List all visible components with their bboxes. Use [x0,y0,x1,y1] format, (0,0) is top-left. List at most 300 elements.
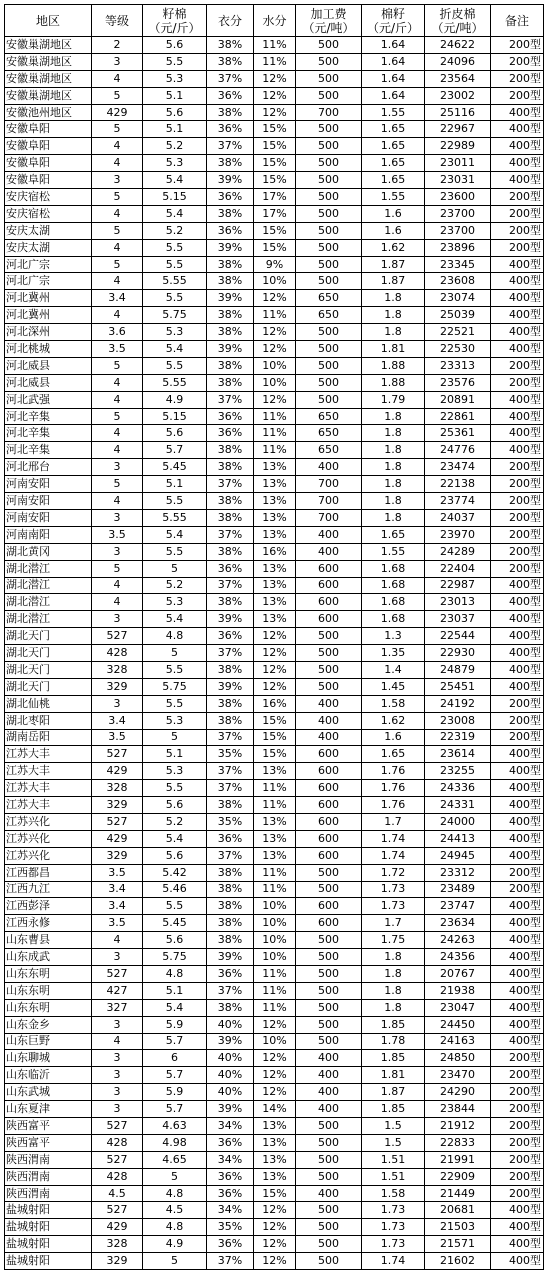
cell-processing-fee: 500 [296,391,362,408]
cell-moisture: 11% [254,982,296,999]
cell-lint-percentage: 36% [207,1134,254,1151]
cell-processing-fee: 500 [296,53,362,70]
header-row [5,5,544,37]
cell-lint-percentage: 36% [207,222,254,239]
table-row [5,307,544,324]
cell-remark: 400型 [491,915,544,932]
cell-region: 河北广宗 [5,256,92,273]
header-unit: （元/吨） [302,20,355,35]
cell-lint-cotton-price: 21912 [425,1118,491,1135]
cell-remark: 400型 [491,442,544,459]
cell-grade: 3 [92,611,143,628]
table-row [5,797,544,814]
cell-processing-fee: 600 [296,611,362,628]
cell-grade: 3 [92,1101,143,1118]
cell-seed-cotton-price: 5.2 [143,222,207,239]
cell-processing-fee: 500 [296,87,362,104]
cell-cottonseed-price: 1.51 [362,1151,425,1168]
cell-processing-fee: 600 [296,763,362,780]
cell-lint-cotton-price: 22521 [425,324,491,341]
cell-remark: 200型 [491,493,544,510]
cell-seed-cotton-price: 5.3 [143,712,207,729]
cell-cottonseed-price: 1.6 [362,222,425,239]
cell-processing-fee: 500 [296,205,362,222]
cell-seed-cotton-price: 5.55 [143,374,207,391]
cell-moisture: 12% [254,1253,296,1270]
cell-seed-cotton-price: 5.4 [143,611,207,628]
cell-region: 湖北潜江 [5,611,92,628]
cell-processing-fee: 500 [296,37,362,54]
cell-seed-cotton-price: 4.63 [143,1118,207,1135]
cell-moisture: 13% [254,1168,296,1185]
cell-cottonseed-price: 1.51 [362,1168,425,1185]
header-title: 折皮棉 [439,6,476,21]
cell-region: 山东巨野 [5,1033,92,1050]
cell-remark: 400型 [491,408,544,425]
cell-region: 江苏大丰 [5,797,92,814]
cell-remark: 400型 [491,628,544,645]
cell-processing-fee: 500 [296,1151,362,1168]
cell-lint-cotton-price: 23700 [425,205,491,222]
cell-processing-fee: 400 [296,729,362,746]
cell-remark: 400型 [491,391,544,408]
cell-region: 河北桃城 [5,341,92,358]
cell-remark: 400型 [491,797,544,814]
cell-cottonseed-price: 1.74 [362,830,425,847]
cell-seed-cotton-price: 5.6 [143,104,207,121]
cell-region: 江苏兴化 [5,847,92,864]
cell-grade: 4 [92,138,143,155]
cell-moisture: 13% [254,577,296,594]
cell-lint-percentage: 39% [207,239,254,256]
cell-processing-fee: 500 [296,155,362,172]
cell-grade: 5 [92,189,143,206]
table-row [5,678,544,695]
cell-processing-fee: 600 [296,746,362,763]
cell-moisture: 12% [254,1084,296,1101]
cell-processing-fee: 500 [296,1236,362,1253]
cell-region: 河北冀州 [5,307,92,324]
cell-lint-percentage: 36% [207,1168,254,1185]
cell-region: 山东成武 [5,949,92,966]
table-row [5,1185,544,1202]
cell-region: 山东曹县 [5,932,92,949]
cell-moisture: 13% [254,611,296,628]
table-row [5,695,544,712]
cell-seed-cotton-price: 5.45 [143,915,207,932]
cell-lint-percentage: 35% [207,813,254,830]
cell-moisture: 15% [254,1185,296,1202]
cell-lint-cotton-price: 24413 [425,830,491,847]
cell-region: 河北冀州 [5,290,92,307]
cell-region: 安徽巢湖地区 [5,53,92,70]
cell-lint-percentage: 38% [207,543,254,560]
cell-moisture: 10% [254,273,296,290]
cell-seed-cotton-price: 5.4 [143,830,207,847]
cell-lint-percentage: 36% [207,87,254,104]
cell-moisture: 10% [254,374,296,391]
cell-processing-fee: 400 [296,526,362,543]
cell-grade: 5 [92,121,143,138]
cell-remark: 200型 [491,509,544,526]
header-unit: （元/斤） [366,20,420,35]
table-row [5,982,544,999]
table-row [5,949,544,966]
cell-cottonseed-price: 1.7 [362,915,425,932]
cell-region: 江西都昌 [5,864,92,881]
cell-lint-cotton-price: 24879 [425,661,491,678]
cell-lint-cotton-price: 23700 [425,222,491,239]
cell-seed-cotton-price: 5.1 [143,87,207,104]
cell-cottonseed-price: 1.76 [362,797,425,814]
header-processing-fee [296,5,362,37]
cell-lint-cotton-price: 21449 [425,1185,491,1202]
cell-processing-fee: 500 [296,1118,362,1135]
cell-remark: 200型 [491,864,544,881]
cell-processing-fee: 400 [296,1050,362,1067]
cell-cottonseed-price: 1.55 [362,189,425,206]
cell-remark: 400型 [491,1033,544,1050]
cell-lint-cotton-price: 23470 [425,1067,491,1084]
table-row [5,645,544,662]
cell-lint-percentage: 38% [207,459,254,476]
cell-seed-cotton-price: 5.3 [143,324,207,341]
table-row [5,746,544,763]
table-row [5,408,544,425]
cell-lint-cotton-price: 23564 [425,70,491,87]
cell-lint-cotton-price: 25039 [425,307,491,324]
cell-cottonseed-price: 1.6 [362,729,425,746]
cell-processing-fee: 500 [296,881,362,898]
cell-processing-fee: 650 [296,290,362,307]
cell-cottonseed-price: 1.74 [362,847,425,864]
cell-moisture: 11% [254,53,296,70]
cell-grade: 429 [92,104,143,121]
cell-seed-cotton-price: 4.8 [143,1185,207,1202]
cell-grade: 4 [92,425,143,442]
table-row [5,324,544,341]
cell-moisture: 16% [254,543,296,560]
table-row [5,780,544,797]
cell-lint-percentage: 37% [207,1253,254,1270]
cell-processing-fee: 500 [296,1033,362,1050]
cell-lint-percentage: 37% [207,476,254,493]
cell-moisture: 11% [254,780,296,797]
cell-grade: 428 [92,645,143,662]
cell-seed-cotton-price: 5.3 [143,594,207,611]
cell-processing-fee: 400 [296,1067,362,1084]
table-row [5,611,544,628]
cell-grade: 3 [92,1050,143,1067]
cell-region: 安徽巢湖地区 [5,70,92,87]
cell-lint-cotton-price: 23970 [425,526,491,543]
table-row [5,712,544,729]
cell-moisture: 13% [254,493,296,510]
cell-cottonseed-price: 1.8 [362,425,425,442]
cell-seed-cotton-price: 5 [143,645,207,662]
cell-grade: 3 [92,1016,143,1033]
cell-grade: 3.5 [92,729,143,746]
table-row [5,121,544,138]
cell-lint-cotton-price: 22544 [425,628,491,645]
cell-processing-fee: 600 [296,797,362,814]
cell-remark: 400型 [491,763,544,780]
cell-processing-fee: 500 [296,121,362,138]
cell-seed-cotton-price: 5.3 [143,70,207,87]
cell-processing-fee: 650 [296,425,362,442]
cell-region: 陕西渭南 [5,1185,92,1202]
cell-remark: 400型 [491,746,544,763]
cell-lint-percentage: 38% [207,37,254,54]
cell-lint-cotton-price: 23011 [425,155,491,172]
cell-region: 安徽阜阳 [5,172,92,189]
cell-remark: 400型 [491,678,544,695]
cell-grade: 4 [92,932,143,949]
cell-seed-cotton-price: 5.5 [143,543,207,560]
cell-cottonseed-price: 1.73 [362,1202,425,1219]
cell-processing-fee: 500 [296,324,362,341]
cell-lint-cotton-price: 20767 [425,965,491,982]
cell-processing-fee: 500 [296,1134,362,1151]
cell-region: 盐城射阳 [5,1236,92,1253]
cell-lint-percentage: 38% [207,864,254,881]
cell-region: 山东东明 [5,965,92,982]
cell-processing-fee: 600 [296,830,362,847]
cell-remark: 200型 [491,222,544,239]
cell-lint-percentage: 35% [207,1219,254,1236]
table-row [5,459,544,476]
cell-lint-cotton-price: 20681 [425,1202,491,1219]
cell-grade: 4 [92,374,143,391]
cell-processing-fee: 600 [296,577,362,594]
cell-region: 安徽阜阳 [5,121,92,138]
cell-cottonseed-price: 1.6 [362,205,425,222]
cell-lint-percentage: 37% [207,526,254,543]
cell-cottonseed-price: 1.65 [362,121,425,138]
table-row [5,205,544,222]
cell-lint-cotton-price: 21938 [425,982,491,999]
cell-cottonseed-price: 1.68 [362,611,425,628]
cell-lint-percentage: 36% [207,830,254,847]
cell-seed-cotton-price: 5.6 [143,425,207,442]
cell-seed-cotton-price: 5.9 [143,1016,207,1033]
cell-remark: 200型 [491,1084,544,1101]
cell-moisture: 13% [254,560,296,577]
cell-lint-percentage: 36% [207,965,254,982]
cell-region: 山东武城 [5,1084,92,1101]
cell-lint-cotton-price: 23474 [425,459,491,476]
table-row [5,1202,544,1219]
cell-processing-fee: 400 [296,712,362,729]
cell-lint-cotton-price: 22987 [425,577,491,594]
cell-grade: 527 [92,1151,143,1168]
cell-lint-percentage: 40% [207,1084,254,1101]
cell-grade: 4 [92,1033,143,1050]
cell-seed-cotton-price: 5.5 [143,290,207,307]
cell-cottonseed-price: 1.64 [362,53,425,70]
cell-remark: 400型 [491,965,544,982]
table-row [5,1067,544,1084]
table-row [5,898,544,915]
cell-grade: 4 [92,442,143,459]
cell-moisture: 13% [254,1118,296,1135]
cell-cottonseed-price: 1.79 [362,391,425,408]
cell-cottonseed-price: 1.68 [362,594,425,611]
cell-moisture: 13% [254,1151,296,1168]
cell-lint-percentage: 38% [207,509,254,526]
table-row [5,155,544,172]
cell-grade: 5 [92,560,143,577]
cell-processing-fee: 500 [296,1219,362,1236]
cell-moisture: 14% [254,1101,296,1118]
cell-remark: 400型 [491,273,544,290]
table-row [5,70,544,87]
cell-remark: 400型 [491,1236,544,1253]
cell-moisture: 12% [254,1067,296,1084]
cell-grade: 4 [92,493,143,510]
cell-processing-fee: 500 [296,70,362,87]
header-region: 地区 [5,5,92,37]
cell-remark: 200型 [491,1118,544,1135]
cell-lint-percentage: 38% [207,932,254,949]
cell-grade: 5 [92,256,143,273]
cell-grade: 3 [92,172,143,189]
cell-processing-fee: 500 [296,965,362,982]
cell-seed-cotton-price: 5.75 [143,678,207,695]
cell-lint-percentage: 38% [207,357,254,374]
cell-moisture: 17% [254,189,296,206]
cell-region: 江西九江 [5,881,92,898]
table-row [5,391,544,408]
cell-moisture: 11% [254,999,296,1016]
cell-region: 湖北天门 [5,678,92,695]
cell-moisture: 11% [254,408,296,425]
cell-remark: 400型 [491,898,544,915]
cell-grade: 3.5 [92,526,143,543]
cell-seed-cotton-price: 5.75 [143,307,207,324]
cell-cottonseed-price: 1.64 [362,37,425,54]
table-row [5,526,544,543]
cell-remark: 200型 [491,1168,544,1185]
cell-seed-cotton-price: 5.5 [143,695,207,712]
table-row [5,53,544,70]
cell-remark: 200型 [491,1050,544,1067]
cell-lint-cotton-price: 22138 [425,476,491,493]
cell-region: 江苏兴化 [5,830,92,847]
cell-lint-percentage: 36% [207,408,254,425]
cell-lint-percentage: 38% [207,53,254,70]
cell-lint-cotton-price: 23896 [425,239,491,256]
header-unit: （元/吨） [431,20,484,35]
cell-moisture: 11% [254,442,296,459]
cell-cottonseed-price: 1.5 [362,1118,425,1135]
cell-cottonseed-price: 1.8 [362,509,425,526]
cell-lint-percentage: 38% [207,307,254,324]
cell-region: 湖南岳阳 [5,729,92,746]
cell-lint-percentage: 34% [207,1202,254,1219]
table-row [5,1236,544,1253]
cell-lint-cotton-price: 23844 [425,1101,491,1118]
cell-moisture: 12% [254,104,296,121]
cell-seed-cotton-price: 5.15 [143,408,207,425]
cell-lint-percentage: 39% [207,678,254,695]
table-row [5,1253,544,1270]
cell-lint-cotton-price: 24263 [425,932,491,949]
cell-grade: 429 [92,763,143,780]
cell-cottonseed-price: 1.58 [362,695,425,712]
cell-processing-fee: 700 [296,104,362,121]
cell-lint-cotton-price: 22319 [425,729,491,746]
cell-grade: 429 [92,1219,143,1236]
cell-lint-cotton-price: 22989 [425,138,491,155]
cell-moisture: 9% [254,256,296,273]
cell-remark: 200型 [491,1185,544,1202]
cell-grade: 527 [92,1118,143,1135]
cell-moisture: 12% [254,87,296,104]
cell-cottonseed-price: 1.87 [362,273,425,290]
cell-lint-percentage: 40% [207,1067,254,1084]
cell-lint-cotton-price: 25116 [425,104,491,121]
cell-grade: 527 [92,1202,143,1219]
cell-lint-cotton-price: 25361 [425,425,491,442]
cell-seed-cotton-price: 5.1 [143,121,207,138]
cell-cottonseed-price: 1.72 [362,864,425,881]
cell-grade: 3.4 [92,712,143,729]
cell-cottonseed-price: 1.68 [362,577,425,594]
cell-grade: 328 [92,661,143,678]
cell-moisture: 11% [254,307,296,324]
cell-processing-fee: 500 [296,1168,362,1185]
cell-cottonseed-price: 1.8 [362,290,425,307]
cell-lint-cotton-price: 23747 [425,898,491,915]
table-row [5,290,544,307]
cell-moisture: 16% [254,695,296,712]
cell-region: 湖北黄冈 [5,543,92,560]
cell-lint-percentage: 37% [207,729,254,746]
cell-region: 安庆宿松 [5,189,92,206]
cell-moisture: 11% [254,881,296,898]
cell-lint-cotton-price: 23313 [425,357,491,374]
cell-moisture: 17% [254,205,296,222]
table-row [5,273,544,290]
cell-remark: 400型 [491,661,544,678]
cell-lint-cotton-price: 23608 [425,273,491,290]
cell-lint-percentage: 37% [207,391,254,408]
cell-remark: 400型 [491,780,544,797]
cell-processing-fee: 650 [296,408,362,425]
cell-seed-cotton-price: 5.5 [143,898,207,915]
table-row [5,661,544,678]
table-row [5,1050,544,1067]
cell-cottonseed-price: 1.73 [362,1236,425,1253]
cell-region: 山东东明 [5,982,92,999]
cell-moisture: 12% [254,341,296,358]
cell-seed-cotton-price: 5 [143,560,207,577]
cell-seed-cotton-price: 5.7 [143,1067,207,1084]
cell-cottonseed-price: 1.4 [362,661,425,678]
cell-processing-fee: 500 [296,1202,362,1219]
table-row [5,932,544,949]
cell-lint-cotton-price: 24776 [425,442,491,459]
cell-region: 安庆宿松 [5,205,92,222]
cell-processing-fee: 400 [296,1185,362,1202]
cell-processing-fee: 700 [296,493,362,510]
cell-remark: 400型 [491,577,544,594]
cell-region: 河北武强 [5,391,92,408]
cell-region: 江西永修 [5,915,92,932]
cell-seed-cotton-price: 5.6 [143,847,207,864]
cell-region: 湖北天门 [5,628,92,645]
